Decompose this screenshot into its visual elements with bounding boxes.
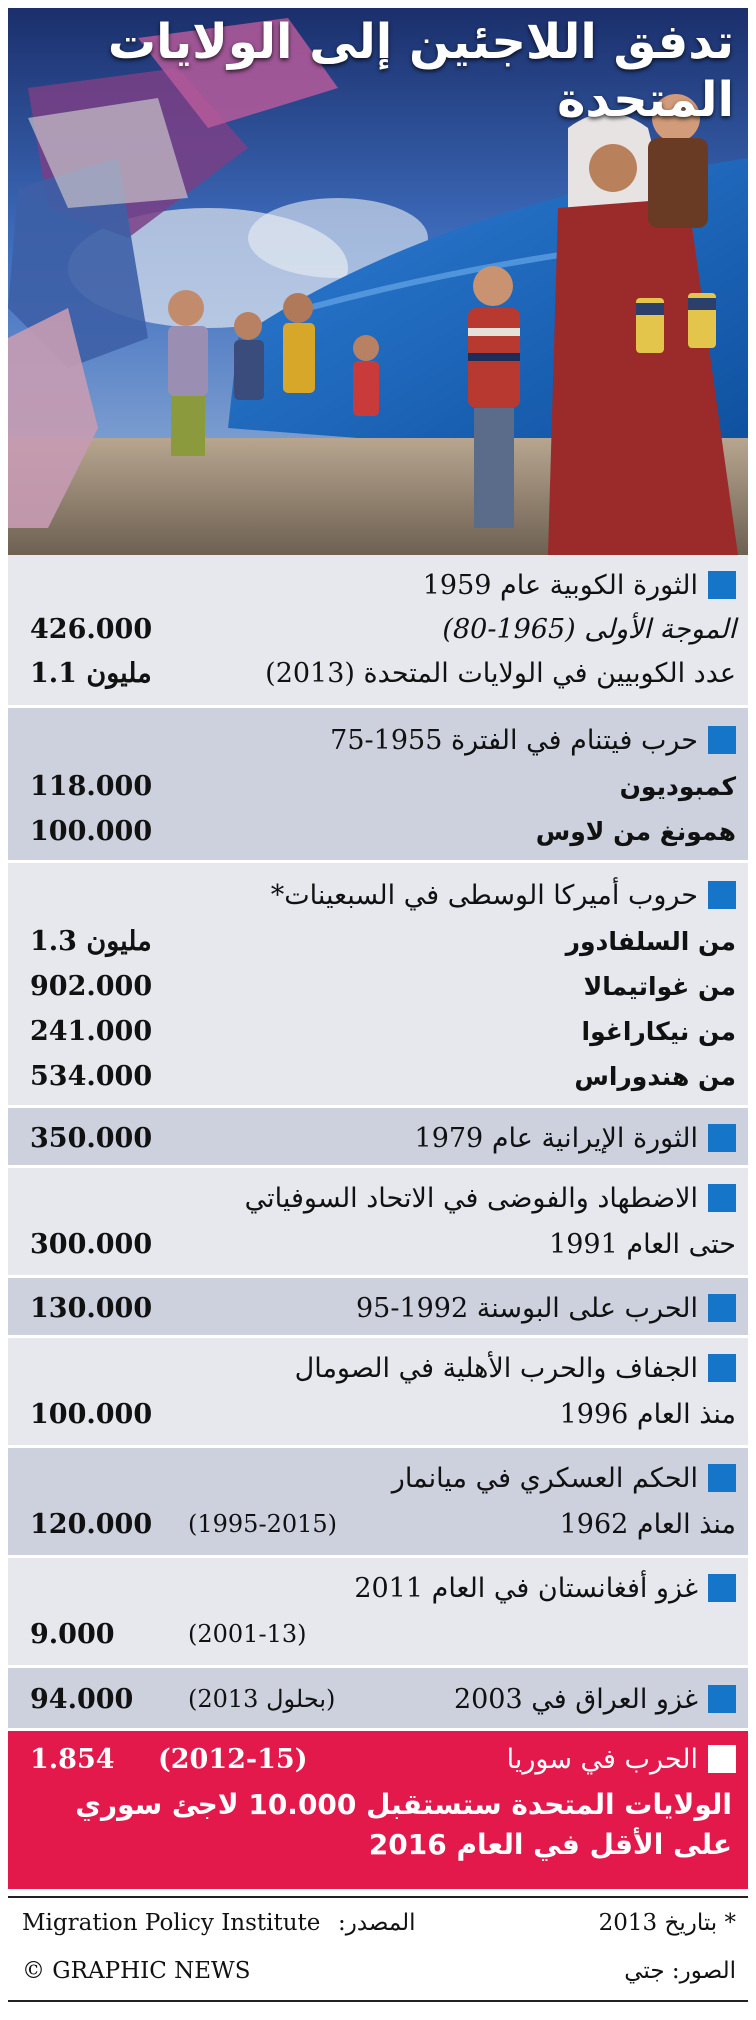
cuba-cubans-value: 1.1 مليون bbox=[30, 657, 152, 689]
afghanistan-heading: غزو أفغانستان في العام 2011 bbox=[354, 1572, 698, 1604]
date-note: * بتاريخ 2013 bbox=[598, 1910, 736, 1936]
syria-note: الولايات المتحدة ستستقبل 10.000 لاجئ سوري على الأقل في العام 2016 bbox=[75, 1788, 732, 1861]
syria-heading: الحرب في سوريا bbox=[506, 1743, 698, 1775]
bullet-square-icon bbox=[708, 1184, 736, 1212]
myanmar-value: 120.000 bbox=[30, 1508, 153, 1540]
page-title: تدفق اللاجئين إلى الولايات المتحدة bbox=[107, 14, 734, 128]
source-name: Migration Policy Institute bbox=[22, 1910, 321, 1936]
myanmar-range: (1995-2015) bbox=[188, 1510, 338, 1538]
footer bbox=[8, 1896, 748, 2006]
iran-value: 350.000 bbox=[30, 1122, 153, 1154]
myanmar-heading: الحكم العسكري في ميانمار bbox=[391, 1462, 698, 1494]
iraq-value: 94.000 bbox=[30, 1683, 134, 1715]
cuba-wave-label: الموجة الأولى (1965-80) bbox=[442, 613, 736, 645]
footer-bottom-rule bbox=[8, 2000, 748, 2002]
list-item-value: 902.000 bbox=[30, 970, 153, 1002]
footer-divider bbox=[8, 1896, 748, 1898]
syria-value: 1.854 bbox=[30, 1743, 115, 1775]
list-item-label: من هندوراس bbox=[574, 1061, 736, 1091]
list-item-label: من نيكاراغوا bbox=[581, 1016, 736, 1046]
section-iraq bbox=[8, 1668, 748, 1731]
list-item-label: من غواتيمالا bbox=[583, 971, 736, 1001]
cuba-wave-value: 426.000 bbox=[30, 613, 153, 645]
cuba-cubans-label: عدد الكوبيين في الولايات المتحدة (2013) bbox=[265, 657, 736, 689]
vietnam-cambodians-label: كمبوديون bbox=[619, 771, 736, 801]
vietnam-heading: حرب فيتنام في الفترة 1955-75 bbox=[330, 724, 698, 756]
vietnam-cambodians-value: 118.000 bbox=[30, 770, 153, 802]
photo-credit: الصور: جتي bbox=[624, 1958, 736, 1984]
section-cuba bbox=[8, 555, 748, 708]
section-central-america bbox=[8, 863, 748, 1108]
soviet-heading: الاضطهاد والفوضى في الاتحاد السوفياتي bbox=[244, 1182, 698, 1214]
bullet-square-icon bbox=[708, 1464, 736, 1492]
bullet-square-icon bbox=[708, 1745, 736, 1773]
bullet-square-icon bbox=[708, 1294, 736, 1322]
afghanistan-range: (2001-13) bbox=[188, 1620, 307, 1648]
somalia-heading: الجفاف والحرب الأهلية في الصومال bbox=[294, 1352, 698, 1384]
bullet-square-icon bbox=[708, 1354, 736, 1382]
section-syria bbox=[8, 1731, 748, 1889]
myanmar-sub: منذ العام 1962 bbox=[559, 1508, 736, 1540]
section-vietnam bbox=[8, 708, 748, 863]
vietnam-hmong-label: همونغ من لاوس bbox=[535, 816, 736, 846]
infographic bbox=[8, 8, 748, 2012]
section-somalia bbox=[8, 1338, 748, 1448]
section-bosnia bbox=[8, 1278, 748, 1338]
list-item-value: 1.3 مليون bbox=[30, 925, 152, 957]
bullet-square-icon bbox=[708, 1574, 736, 1602]
hero-photo bbox=[8, 8, 748, 555]
iran-heading: الثورة الإيرانية عام 1979 bbox=[414, 1122, 698, 1154]
section-myanmar bbox=[8, 1448, 748, 1558]
somalia-sub: منذ العام 1996 bbox=[559, 1398, 736, 1430]
central-america-heading: حروب أميركا الوسطى في السبعينات* bbox=[270, 879, 698, 911]
bullet-square-icon bbox=[708, 726, 736, 754]
bullet-square-icon bbox=[708, 881, 736, 909]
iraq-heading: غزو العراق في 2003 bbox=[453, 1683, 698, 1715]
list-item-value: 534.000 bbox=[30, 1060, 153, 1092]
iraq-range: (بحلول 2013) bbox=[188, 1685, 336, 1713]
section-soviet bbox=[8, 1168, 748, 1278]
section-iran bbox=[8, 1108, 748, 1168]
cuba-heading: الثورة الكوبية عام 1959 bbox=[422, 569, 698, 601]
bosnia-value: 130.000 bbox=[30, 1292, 153, 1324]
syria-range: (2012-15) bbox=[158, 1743, 308, 1775]
vietnam-hmong-value: 100.000 bbox=[30, 815, 153, 847]
section-afghanistan bbox=[8, 1558, 748, 1668]
copyright: © GRAPHIC NEWS bbox=[22, 1958, 251, 1984]
bosnia-heading: الحرب على البوسنة 1992-95 bbox=[355, 1292, 698, 1324]
list-item-label: من السلفادور bbox=[565, 926, 736, 956]
soviet-sub: حتى العام 1991 bbox=[549, 1228, 736, 1260]
source-label: المصدر: bbox=[338, 1910, 416, 1936]
bullet-square-icon bbox=[708, 1685, 736, 1713]
soviet-value: 300.000 bbox=[30, 1228, 153, 1260]
list-item-value: 241.000 bbox=[30, 1015, 153, 1047]
afghanistan-value: 9.000 bbox=[30, 1618, 115, 1650]
bullet-square-icon bbox=[708, 1124, 736, 1152]
bullet-square-icon bbox=[708, 571, 736, 599]
somalia-value: 100.000 bbox=[30, 1398, 153, 1430]
